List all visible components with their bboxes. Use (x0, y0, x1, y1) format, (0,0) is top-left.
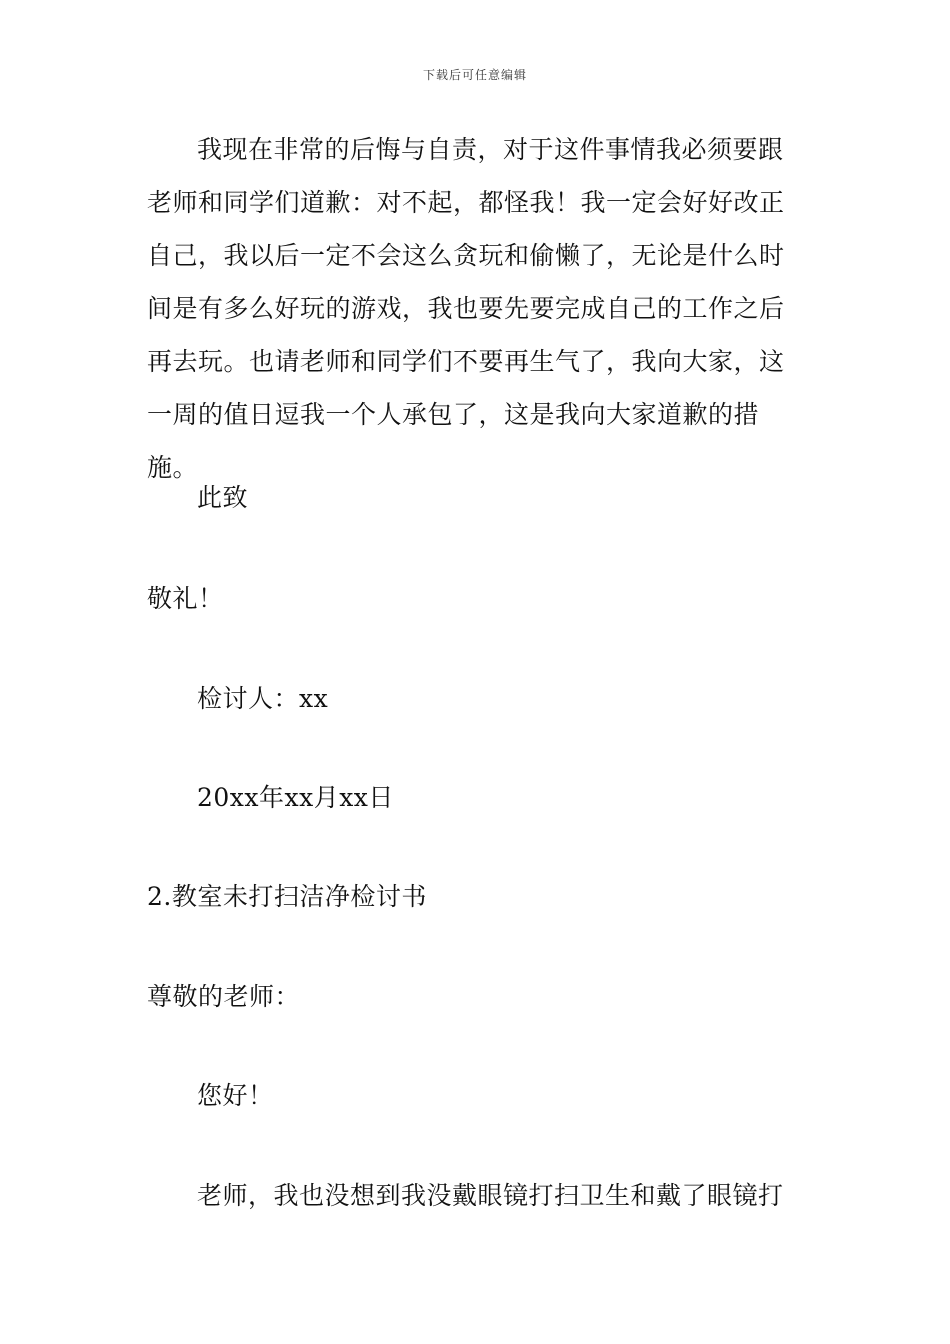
salutation-line: 尊敬的老师： (147, 982, 301, 1011)
section-body-start: 老师，我也没想到我没戴眼镜打扫卫生和戴了眼镜打 (197, 1181, 784, 1210)
page-header-note: 下载后可任意编辑 (422, 68, 527, 82)
section-title: 2.教室未打扫洁净检讨书 (147, 882, 427, 911)
signer-line: 检讨人：xx (197, 684, 329, 713)
closing-line-1: 此致 (197, 483, 249, 512)
letter-body-paragraph: 我现在非常的后悔与自责，对于这件事情我必须要跟老师和同学们道歉：对不起，都怪我！我一定会好好改正自己，我以后一定不会这么贪玩和偷懒了，无论是什么时间是有多么好玩的游戏，我也要先要完成自己的工作之后再去玩。也请老师和同学们不要再生气了，我向大家，这一周的值日逗我一个人承包了，这是我向大家道歉的措施。 (147, 135, 785, 482)
greeting-line: 您好！ (197, 1081, 274, 1110)
date-line: 20xx年xx月xx日 (197, 783, 394, 812)
closing-line-2: 敬礼！ (147, 584, 224, 613)
